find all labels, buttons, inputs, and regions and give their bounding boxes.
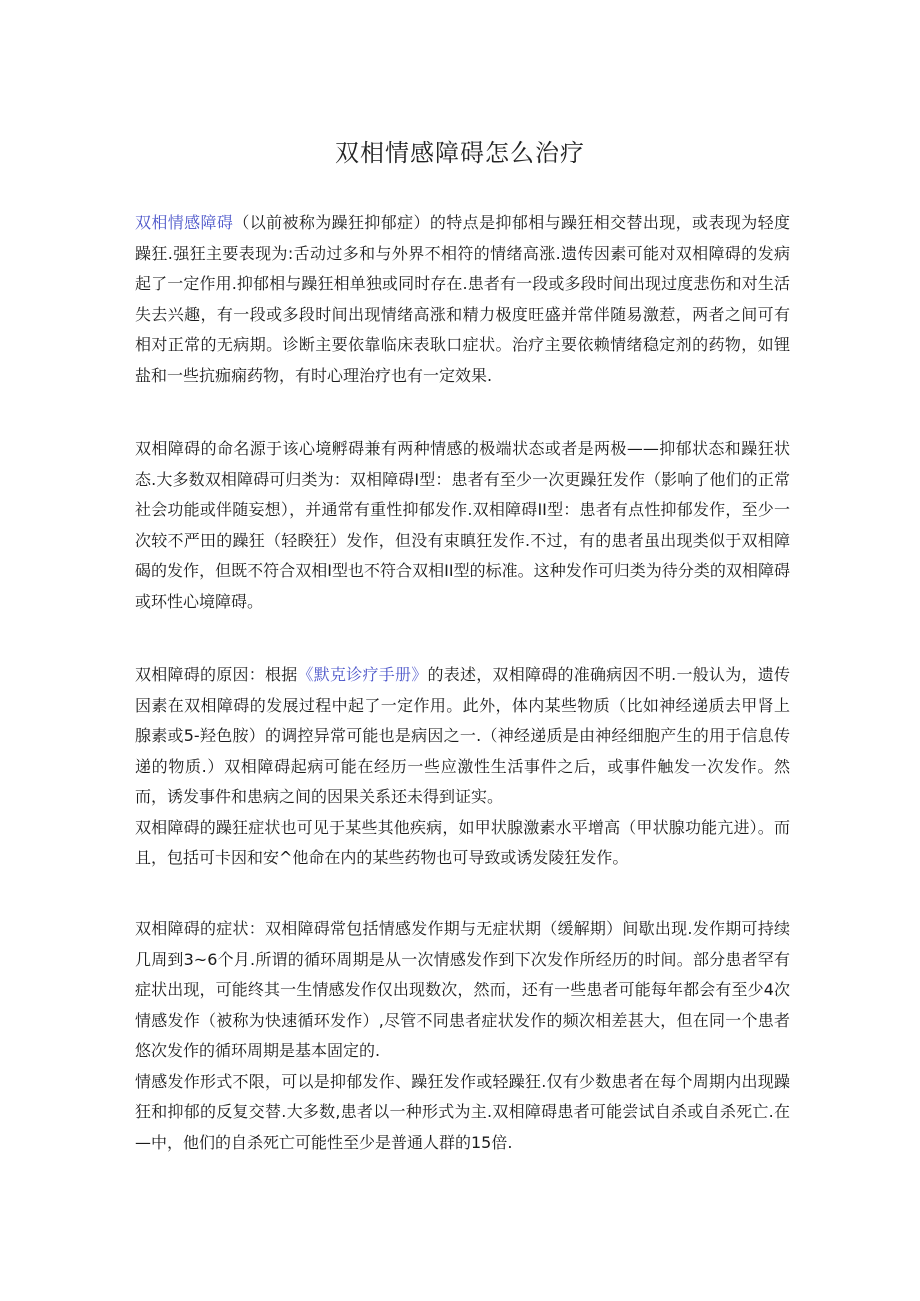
- paragraph: 双相障碍的躁狂症状也可见于某些其他疾病，如甲状腺激素水平增高（甲状腺功能亢进）。而且，包括可卡因和安^他命在内的某些药物也可导致或诱发陵狂发作。: [135, 817, 790, 867]
- section-intro: [135, 208, 790, 391]
- paragraph: 双相障碍的命名源于该心境孵碍兼有两种情感的极端状态或者是两极——抑郁状态和躁狂状态.大多数双相障碍可归类为：双相障碍I型：患者有至少一次更躁狂发作（影响了他们的正常社会功能或伴随妄想），并通常有重性抑郁发作.双相障碍II型：患者有点性抑郁发作，至少一次较不严田的躁狂（轻睽狂）发作，但没有束瞋狂发作.不过，有的患者虽出现类似于双相障碣的发作，但既不符合双相I型也不符合双相II型的标准。这种发作可归类为待分类的双相障碍或环性心境障碍。: [135, 439, 790, 611]
- document-title: 双相情感障碍怎么治疗: [335, 139, 585, 167]
- merck-manual-link[interactable]: 《默克诊疗手册》: [297, 665, 428, 684]
- paragraph: [135, 208, 790, 391]
- paragraph: 情感发作形式不限，可以是抑郁发作、躁狂发作或轻躁狂.仅有少数患者在每个周期内出现躁狂和抑郁的反复交替.大多数,患者以一种形式为主.双相障碍患者可能尝试自杀或自杀死亡.在—中，他们的自杀死亡可能性至少是普通人群的15倍.: [135, 1071, 790, 1152]
- paragraph-text: 双相障碍的原因：根据: [135, 665, 298, 684]
- section-symptoms: [135, 914, 790, 1158]
- section-naming: [135, 434, 790, 617]
- paragraph: [135, 660, 790, 813]
- paragraph-text: 的表述，双相障碍的准确病因不明.一般认为，遗传因素在双相障碍的发展过程中起了一定作用。此外，体内某些物质（比如神经递质去甲肾上腺素或5-羟色胺）的调控异常可能也是病因之一.（神经递质是由神经细胞产生的用于信息传递的物质.）双相障碍起病可能在经历一些应激性生活事件之后，或事件触发一次发作。然而，诱发事件和患病之间的因果关系还未得到证实。: [135, 665, 790, 806]
- paragraph-text: （以前被称为躁狂抑郁症）的特点是抑郁相与躁狂相交替出现，或表现为轻度躁狂.强狂主要表现为:舌动过多和与外界不相符的情绪高涨.遗传因素可能对双相障碍的发病起了一定作用.抑郁相与躁狂相单独或同时存在.患者有一段或多段时间出现过度悲伤和对生活失去兴趣，有一段或多段时间出现情绪高涨和精力极度旺盛并常伴随易激惹，两者之间可有相对正常的无病期。诊断主要依靠临床表耿口症状。治疗主要依赖情绪稳定剂的药物，如锂盐和一些抗痂痫药物，有时心理治疗也有一定效果.: [135, 213, 790, 385]
- bipolar-link[interactable]: 双相情感障碍: [135, 213, 234, 232]
- paragraph: 双相障碍的症状：双相障碍常包括情感发作期与无症状期（缓解期）间歇出现.发作期可持续几周到3~6个月.所谓的循环周期是从一次情感发作到下次发作所经历的时间。部分患者罕有症状出现，可能终其一生情感发作仅出现数次，然而，还有一些患者可能每年都会有至少4次情感发作（被称为快速循环发作）,尽管不同患者症状发作的频次相差甚大，但在同一个患者悠次发作的循环周期是基本固定的.: [135, 919, 790, 1060]
- section-causes: [135, 660, 790, 874]
